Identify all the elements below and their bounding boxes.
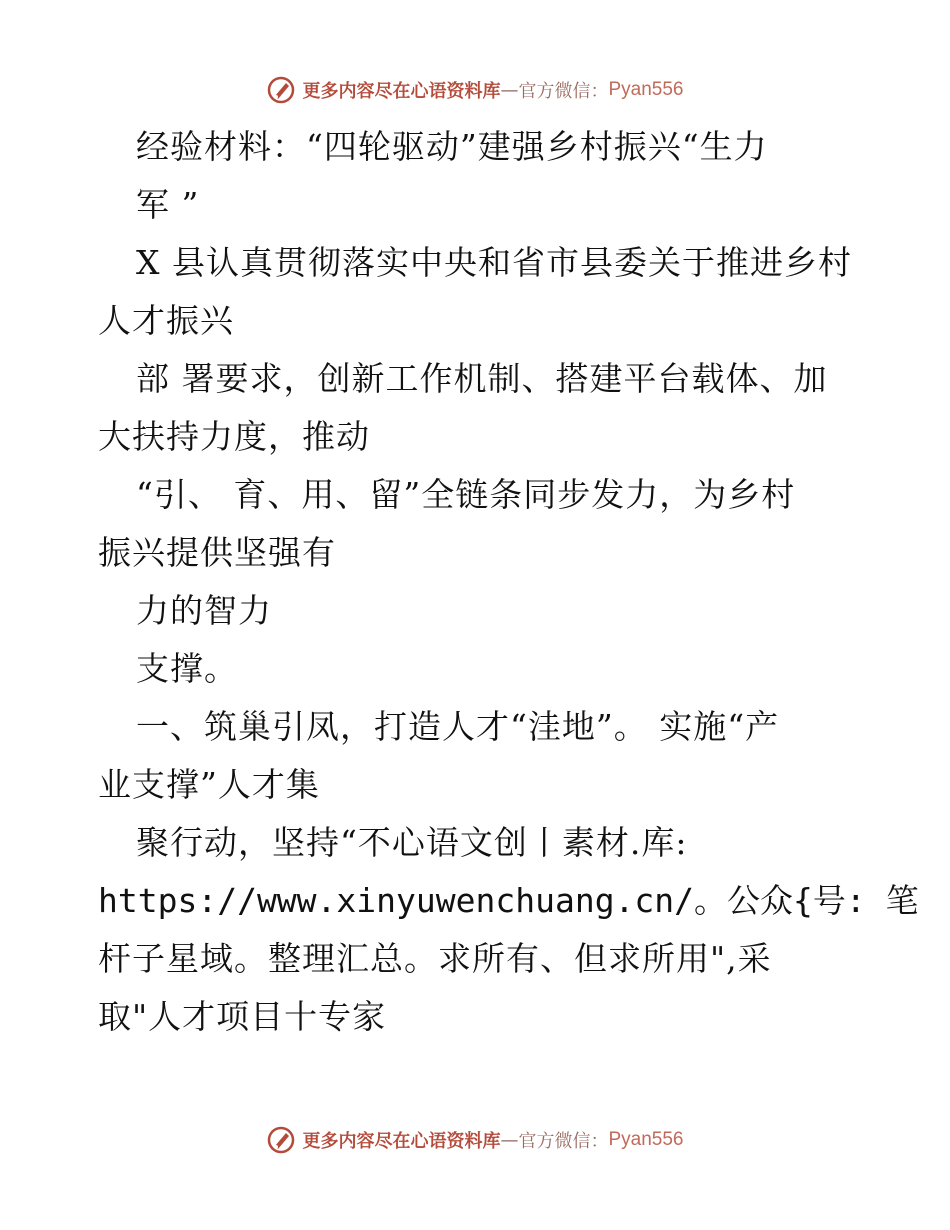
banner-separator: — xyxy=(500,1129,519,1151)
document-title-line-1: 经验材料：“四轮驱动”建强乡村振兴“生力 xyxy=(136,127,768,166)
banner-wechat-label: 官方微信： xyxy=(518,81,609,102)
paragraph-line: 人才振兴 xyxy=(98,301,234,340)
paragraph-line: 振兴提供坚强有 xyxy=(98,533,336,572)
paragraph-line: 取"人才项目十专家 xyxy=(98,997,387,1036)
paragraph-line: X 县认真贯彻落实中央和省市县委关于推进乡村 xyxy=(136,243,852,282)
paragraph-line: 支撑。 xyxy=(136,649,238,688)
url-line: https://www.xinyuwenchuang.cn/。公众{号: 笔 xyxy=(98,881,919,920)
banner-text: 更多内容尽在心语资料库 xyxy=(302,1131,501,1152)
header-watermark-banner xyxy=(0,70,950,110)
pen-logo-icon xyxy=(266,75,296,105)
banner-wechat-id: Pyan556 xyxy=(608,1129,684,1150)
paragraph-line: 力的智力 xyxy=(136,591,272,630)
paragraph-line: 聚行动，坚持“不心语文创丨素材.库: xyxy=(136,823,688,862)
paragraph-line: 大扶持力度，推动 xyxy=(98,417,370,456)
pen-logo-icon xyxy=(266,1125,296,1155)
document-title-line-2: 军 ” xyxy=(136,185,200,224)
paragraph-line: 业支撑”人才集 xyxy=(98,765,320,804)
banner-wechat-id: Pyan556 xyxy=(608,79,684,100)
footer-watermark-banner xyxy=(0,1120,950,1160)
document-body xyxy=(98,118,919,1046)
paragraph-line: “引、 育、用、留”全链条同步发力，为乡村 xyxy=(136,475,796,514)
banner-wechat-label: 官方微信： xyxy=(518,1131,609,1152)
paragraph-line: 部 署要求，创新工作机制、搭建平台载体、加 xyxy=(136,359,828,398)
banner-separator: — xyxy=(500,79,519,101)
paragraph-line: 杆子星域。整理汇总。求所有、但求所用",采 xyxy=(98,939,772,978)
section-heading-line: 一、筑巢引凤，打造人才“洼地”。 实施“产 xyxy=(136,707,780,746)
banner-text: 更多内容尽在心语资料库 xyxy=(302,81,501,102)
